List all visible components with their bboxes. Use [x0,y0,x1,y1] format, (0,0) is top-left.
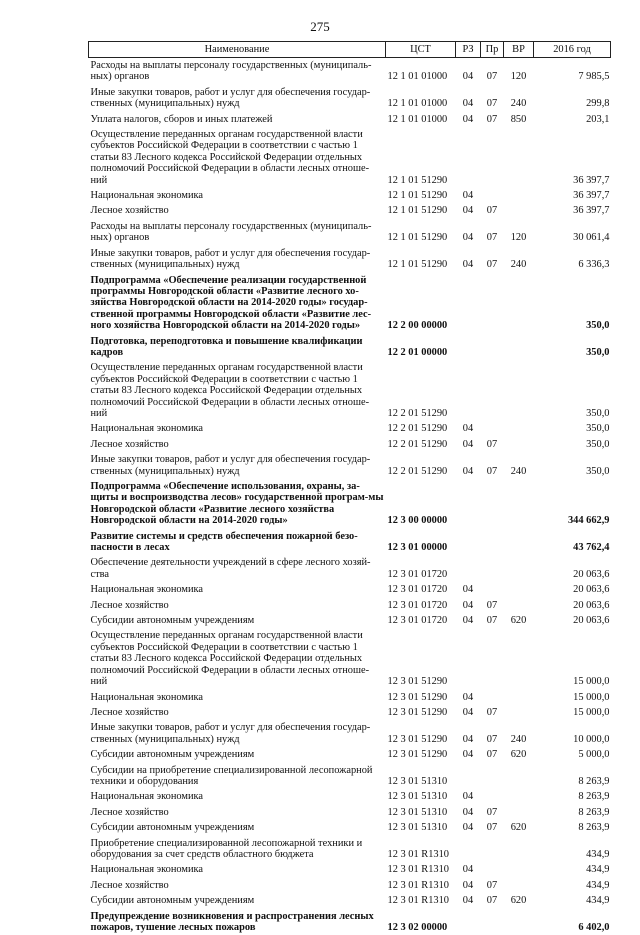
table-row [89,836,611,863]
cell-amount: 15 000,0 [534,690,611,705]
cell-cst: 12 3 01 00000 [386,529,456,556]
cell-cst: 12 3 01 51290 [386,705,456,720]
table-row [89,862,611,877]
cell-name: Лесное хозяйство [89,878,386,893]
cell-name: Лесное хозяйство [89,705,386,720]
cell-cst: 12 1 01 51290 [386,219,456,246]
table-row [89,437,611,452]
cell-cst: 12 3 01 51290 [386,720,456,747]
cell-pr: 07 [481,820,504,835]
cell-name: Лесное хозяйство [89,805,386,820]
cell-rz [456,334,481,361]
cell-cst: 12 3 01 51290 [386,690,456,705]
cell-amount: 203,1 [534,112,611,127]
cell-amount: 20 063,6 [534,613,611,628]
cell-name: Подпрограмма «Обеспечение использования, охраны, за-щиты и воспроизводства лесов» государственной програм-мы Новгородской области «Развитие лесного хозяйства Новгородской области на 2014-2020 годы» [89,479,386,529]
cell-vr [504,705,534,720]
cell-rz: 04 [456,690,481,705]
table-row [89,246,611,273]
table-row [89,58,611,85]
cell-name: Лесное хозяйство [89,598,386,613]
cell-pr [481,862,504,877]
cell-vr [504,529,534,556]
cell-vr: 240 [504,452,534,479]
table-row [89,529,611,556]
cell-name: Приобретение специализированной лесопожарной техники и оборудования за счет средств областного бюджета [89,836,386,863]
cell-vr [504,909,534,935]
budget-table [88,41,611,935]
cell-rz [456,763,481,790]
cell-rz: 04 [456,85,481,112]
cell-cst: 12 3 01 R1310 [386,836,456,863]
table-row [89,112,611,127]
cell-pr [481,836,504,863]
cell-amount: 15 000,0 [534,628,611,689]
cell-vr: 850 [504,112,534,127]
cell-vr: 120 [504,58,534,85]
cell-rz: 04 [456,219,481,246]
cell-amount: 30 061,4 [534,219,611,246]
cell-amount: 8 263,9 [534,763,611,790]
cell-cst: 12 3 01 51310 [386,820,456,835]
column-header-pr: Пр [481,42,504,58]
cell-rz [456,529,481,556]
cell-rz: 04 [456,203,481,218]
cell-amount: 350,0 [534,334,611,361]
cell-rz: 04 [456,112,481,127]
cell-rz: 04 [456,878,481,893]
cell-cst: 12 2 01 51290 [386,360,456,421]
cell-rz: 04 [456,188,481,203]
table-row [89,188,611,203]
cell-name: Осуществление переданных органам государственной власти субъектов Российской Федерации в соответствии с частью 1 статьи 83 Лесного кодекса Российской Федерации отдельных полномочий Российской Федерации в области лесных отноше-ний [89,360,386,421]
cell-amount: 8 263,9 [534,820,611,835]
cell-pr [481,529,504,556]
cell-amount: 350,0 [534,452,611,479]
column-header-name: Наименование [89,42,386,58]
cell-amount: 6 402,0 [534,909,611,935]
cell-amount: 299,8 [534,85,611,112]
cell-cst: 12 3 01 51310 [386,789,456,804]
cell-pr: 07 [481,705,504,720]
cell-name: Осуществление переданных органам государственной власти субъектов Российской Федерации в соответствии с частью 1 статьи 83 Лесного кодекса Российской Федерации отдельных полномочий Российской Федерации в области лесных отноше-ний [89,127,386,188]
cell-vr [504,836,534,863]
cell-cst: 12 2 01 51290 [386,452,456,479]
cell-vr: 620 [504,747,534,762]
cell-amount: 20 063,6 [534,582,611,597]
cell-amount: 434,9 [534,878,611,893]
cell-vr: 240 [504,85,534,112]
cell-amount: 43 762,4 [534,529,611,556]
cell-pr: 07 [481,58,504,85]
cell-cst: 12 3 01 01720 [386,598,456,613]
table-row [89,421,611,436]
column-header-vr: ВР [504,42,534,58]
cell-name: Расходы на выплаты персоналу государственных (муниципаль-ных) органов [89,58,386,85]
cell-pr: 07 [481,437,504,452]
cell-vr: 240 [504,246,534,273]
cell-name: Подпрограмма «Обеспечение реализации государственной программы Новгородской области «Развитие лесного хо-зяйства Новгородской области на 2014-2020 годы» государ-ственной программы Новгородской области «Развитие лес-ного хозяйства Новгородской области на 2014-2020 годы» [89,273,386,334]
cell-pr [481,763,504,790]
cell-vr [504,203,534,218]
cell-cst: 12 3 00 00000 [386,479,456,529]
cell-amount: 20 063,6 [534,598,611,613]
cell-rz [456,555,481,582]
cell-pr: 07 [481,85,504,112]
table-row [89,789,611,804]
cell-vr: 620 [504,820,534,835]
cell-rz: 04 [456,893,481,908]
cell-rz: 04 [456,598,481,613]
cell-pr: 07 [481,878,504,893]
cell-amount: 6 336,3 [534,246,611,273]
cell-cst: 12 1 01 51290 [386,246,456,273]
cell-pr [481,555,504,582]
cell-rz: 04 [456,789,481,804]
cell-cst: 12 2 01 51290 [386,421,456,436]
cell-pr: 07 [481,246,504,273]
cell-rz: 04 [456,747,481,762]
cell-pr [481,273,504,334]
cell-amount: 434,9 [534,862,611,877]
table-row [89,452,611,479]
column-header-year: 2016 год [534,42,611,58]
cell-cst: 12 3 02 00000 [386,909,456,935]
table-row [89,705,611,720]
table-row [89,203,611,218]
cell-pr [481,188,504,203]
cell-amount: 36 397,7 [534,127,611,188]
cell-vr [504,360,534,421]
cell-vr [504,273,534,334]
cell-name: Национальная экономика [89,421,386,436]
cell-cst: 12 2 01 00000 [386,334,456,361]
cell-name: Предупреждение возникновения и распространения лесных пожаров, тушение лесных пожаров [89,909,386,935]
table-row [89,763,611,790]
cell-rz: 04 [456,805,481,820]
cell-cst: 12 3 01 R1310 [386,862,456,877]
cell-amount: 350,0 [534,421,611,436]
cell-vr [504,582,534,597]
cell-vr [504,421,534,436]
table-row [89,219,611,246]
cell-vr [504,878,534,893]
cell-pr [481,334,504,361]
cell-pr [481,127,504,188]
cell-rz: 04 [456,613,481,628]
table-row [89,598,611,613]
cell-vr: 240 [504,720,534,747]
cell-name: Осуществление переданных органам государственной власти субъектов Российской Федерации в соответствии с частью 1 статьи 83 Лесного кодекса Российской Федерации отдельных полномочий Российской Федерации в области лесных отноше-ний [89,628,386,689]
cell-pr: 07 [481,203,504,218]
cell-rz: 04 [456,246,481,273]
cell-name: Национальная экономика [89,582,386,597]
table-row [89,628,611,689]
cell-cst: 12 3 01 51310 [386,763,456,790]
cell-pr: 07 [481,112,504,127]
cell-name: Иные закупки товаров, работ и услуг для обеспечения государ-ственных (муниципальных) нужд [89,246,386,273]
cell-cst: 12 1 01 01000 [386,112,456,127]
cell-cst: 12 3 01 51310 [386,805,456,820]
table-row [89,613,611,628]
cell-name: Подготовка, переподготовка и повышение квалификации кадров [89,334,386,361]
table-row [89,878,611,893]
cell-pr [481,628,504,689]
cell-name: Обеспечение деятельности учреждений в сфере лесного хозяй-ства [89,555,386,582]
cell-rz: 04 [456,58,481,85]
cell-pr [481,360,504,421]
cell-rz: 04 [456,862,481,877]
cell-amount: 36 397,7 [534,188,611,203]
table-row [89,555,611,582]
cell-vr [504,789,534,804]
table-row [89,85,611,112]
cell-name: Иные закупки товаров, работ и услуг для обеспечения государ-ственных (муниципальных) нужд [89,452,386,479]
cell-cst: 12 3 01 R1310 [386,878,456,893]
cell-rz: 04 [456,820,481,835]
cell-pr: 07 [481,598,504,613]
cell-rz: 04 [456,705,481,720]
cell-vr [504,862,534,877]
cell-amount: 350,0 [534,437,611,452]
cell-pr: 07 [481,452,504,479]
cell-vr [504,334,534,361]
cell-vr [504,127,534,188]
cell-amount: 36 397,7 [534,203,611,218]
table-row [89,479,611,529]
cell-amount: 8 263,9 [534,789,611,804]
table-body [89,58,611,935]
cell-pr: 07 [481,893,504,908]
cell-rz [456,273,481,334]
cell-rz: 04 [456,582,481,597]
cell-vr [504,598,534,613]
cell-amount: 8 263,9 [534,805,611,820]
cell-vr: 620 [504,613,534,628]
cell-cst: 12 3 01 51290 [386,628,456,689]
cell-amount: 7 985,5 [534,58,611,85]
cell-rz: 04 [456,452,481,479]
table-row [89,690,611,705]
cell-vr [504,628,534,689]
cell-name: Лесное хозяйство [89,437,386,452]
cell-name: Расходы на выплаты персоналу государственных (муниципаль-ных) органов [89,219,386,246]
cell-amount: 434,9 [534,836,611,863]
cell-name: Субсидии автономным учреждениям [89,613,386,628]
cell-name: Национальная экономика [89,789,386,804]
cell-cst: 12 1 01 01000 [386,85,456,112]
cell-amount: 15 000,0 [534,705,611,720]
cell-name: Национальная экономика [89,862,386,877]
cell-name: Субсидии автономным учреждениям [89,747,386,762]
cell-cst: 12 3 01 51290 [386,747,456,762]
table-row [89,820,611,835]
cell-rz [456,909,481,935]
cell-vr [504,479,534,529]
cell-amount: 20 063,6 [534,555,611,582]
table-row [89,273,611,334]
page-number: 275 [0,19,640,34]
cell-pr: 07 [481,805,504,820]
cell-rz: 04 [456,437,481,452]
cell-cst: 12 1 01 51290 [386,188,456,203]
cell-pr [481,421,504,436]
cell-name: Субсидии автономным учреждениям [89,893,386,908]
cell-pr: 07 [481,720,504,747]
cell-cst: 12 1 01 51290 [386,203,456,218]
cell-name: Субсидии на приобретение специализированной лесопожарной техники и оборудования [89,763,386,790]
cell-vr: 120 [504,219,534,246]
cell-rz [456,479,481,529]
cell-rz: 04 [456,421,481,436]
table-row [89,805,611,820]
cell-amount: 344 662,9 [534,479,611,529]
cell-vr [504,188,534,203]
cell-rz: 04 [456,720,481,747]
cell-cst: 12 3 01 01720 [386,555,456,582]
cell-vr [504,763,534,790]
cell-vr [504,805,534,820]
cell-pr [481,690,504,705]
table-row [89,127,611,188]
cell-rz [456,836,481,863]
cell-pr [481,789,504,804]
cell-amount: 5 000,0 [534,747,611,762]
table-row [89,747,611,762]
cell-amount: 350,0 [534,360,611,421]
cell-name: Уплата налогов, сборов и иных платежей [89,112,386,127]
cell-cst: 12 3 01 R1310 [386,893,456,908]
table-row [89,360,611,421]
table-header [89,42,611,58]
cell-name: Национальная экономика [89,188,386,203]
cell-name: Субсидии автономным учреждениям [89,820,386,835]
cell-rz [456,360,481,421]
cell-pr: 07 [481,219,504,246]
column-header-cst: ЦСТ [386,42,456,58]
cell-cst: 12 2 01 51290 [386,437,456,452]
cell-cst: 12 2 00 00000 [386,273,456,334]
cell-pr [481,582,504,597]
cell-name: Развитие системы и средств обеспечения пожарной безо-пасности в лесах [89,529,386,556]
cell-amount: 434,9 [534,893,611,908]
cell-pr [481,479,504,529]
table-row [89,582,611,597]
table-row [89,720,611,747]
cell-cst: 12 1 01 01000 [386,58,456,85]
table-row [89,893,611,908]
column-header-rz: РЗ [456,42,481,58]
cell-cst: 12 3 01 01720 [386,613,456,628]
cell-name: Иные закупки товаров, работ и услуг для обеспечения государ-ственных (муниципальных) нужд [89,85,386,112]
cell-amount: 10 000,0 [534,720,611,747]
cell-name: Иные закупки товаров, работ и услуг для обеспечения государ-ственных (муниципальных) нужд [89,720,386,747]
cell-vr [504,437,534,452]
cell-pr [481,909,504,935]
table-row [89,909,611,935]
cell-vr [504,555,534,582]
cell-rz [456,127,481,188]
cell-pr: 07 [481,747,504,762]
table-row [89,334,611,361]
cell-cst: 12 1 01 51290 [386,127,456,188]
cell-name: Лесное хозяйство [89,203,386,218]
cell-rz [456,628,481,689]
cell-vr: 620 [504,893,534,908]
cell-name: Национальная экономика [89,690,386,705]
cell-cst: 12 3 01 01720 [386,582,456,597]
cell-pr: 07 [481,613,504,628]
cell-vr [504,690,534,705]
cell-amount: 350,0 [534,273,611,334]
